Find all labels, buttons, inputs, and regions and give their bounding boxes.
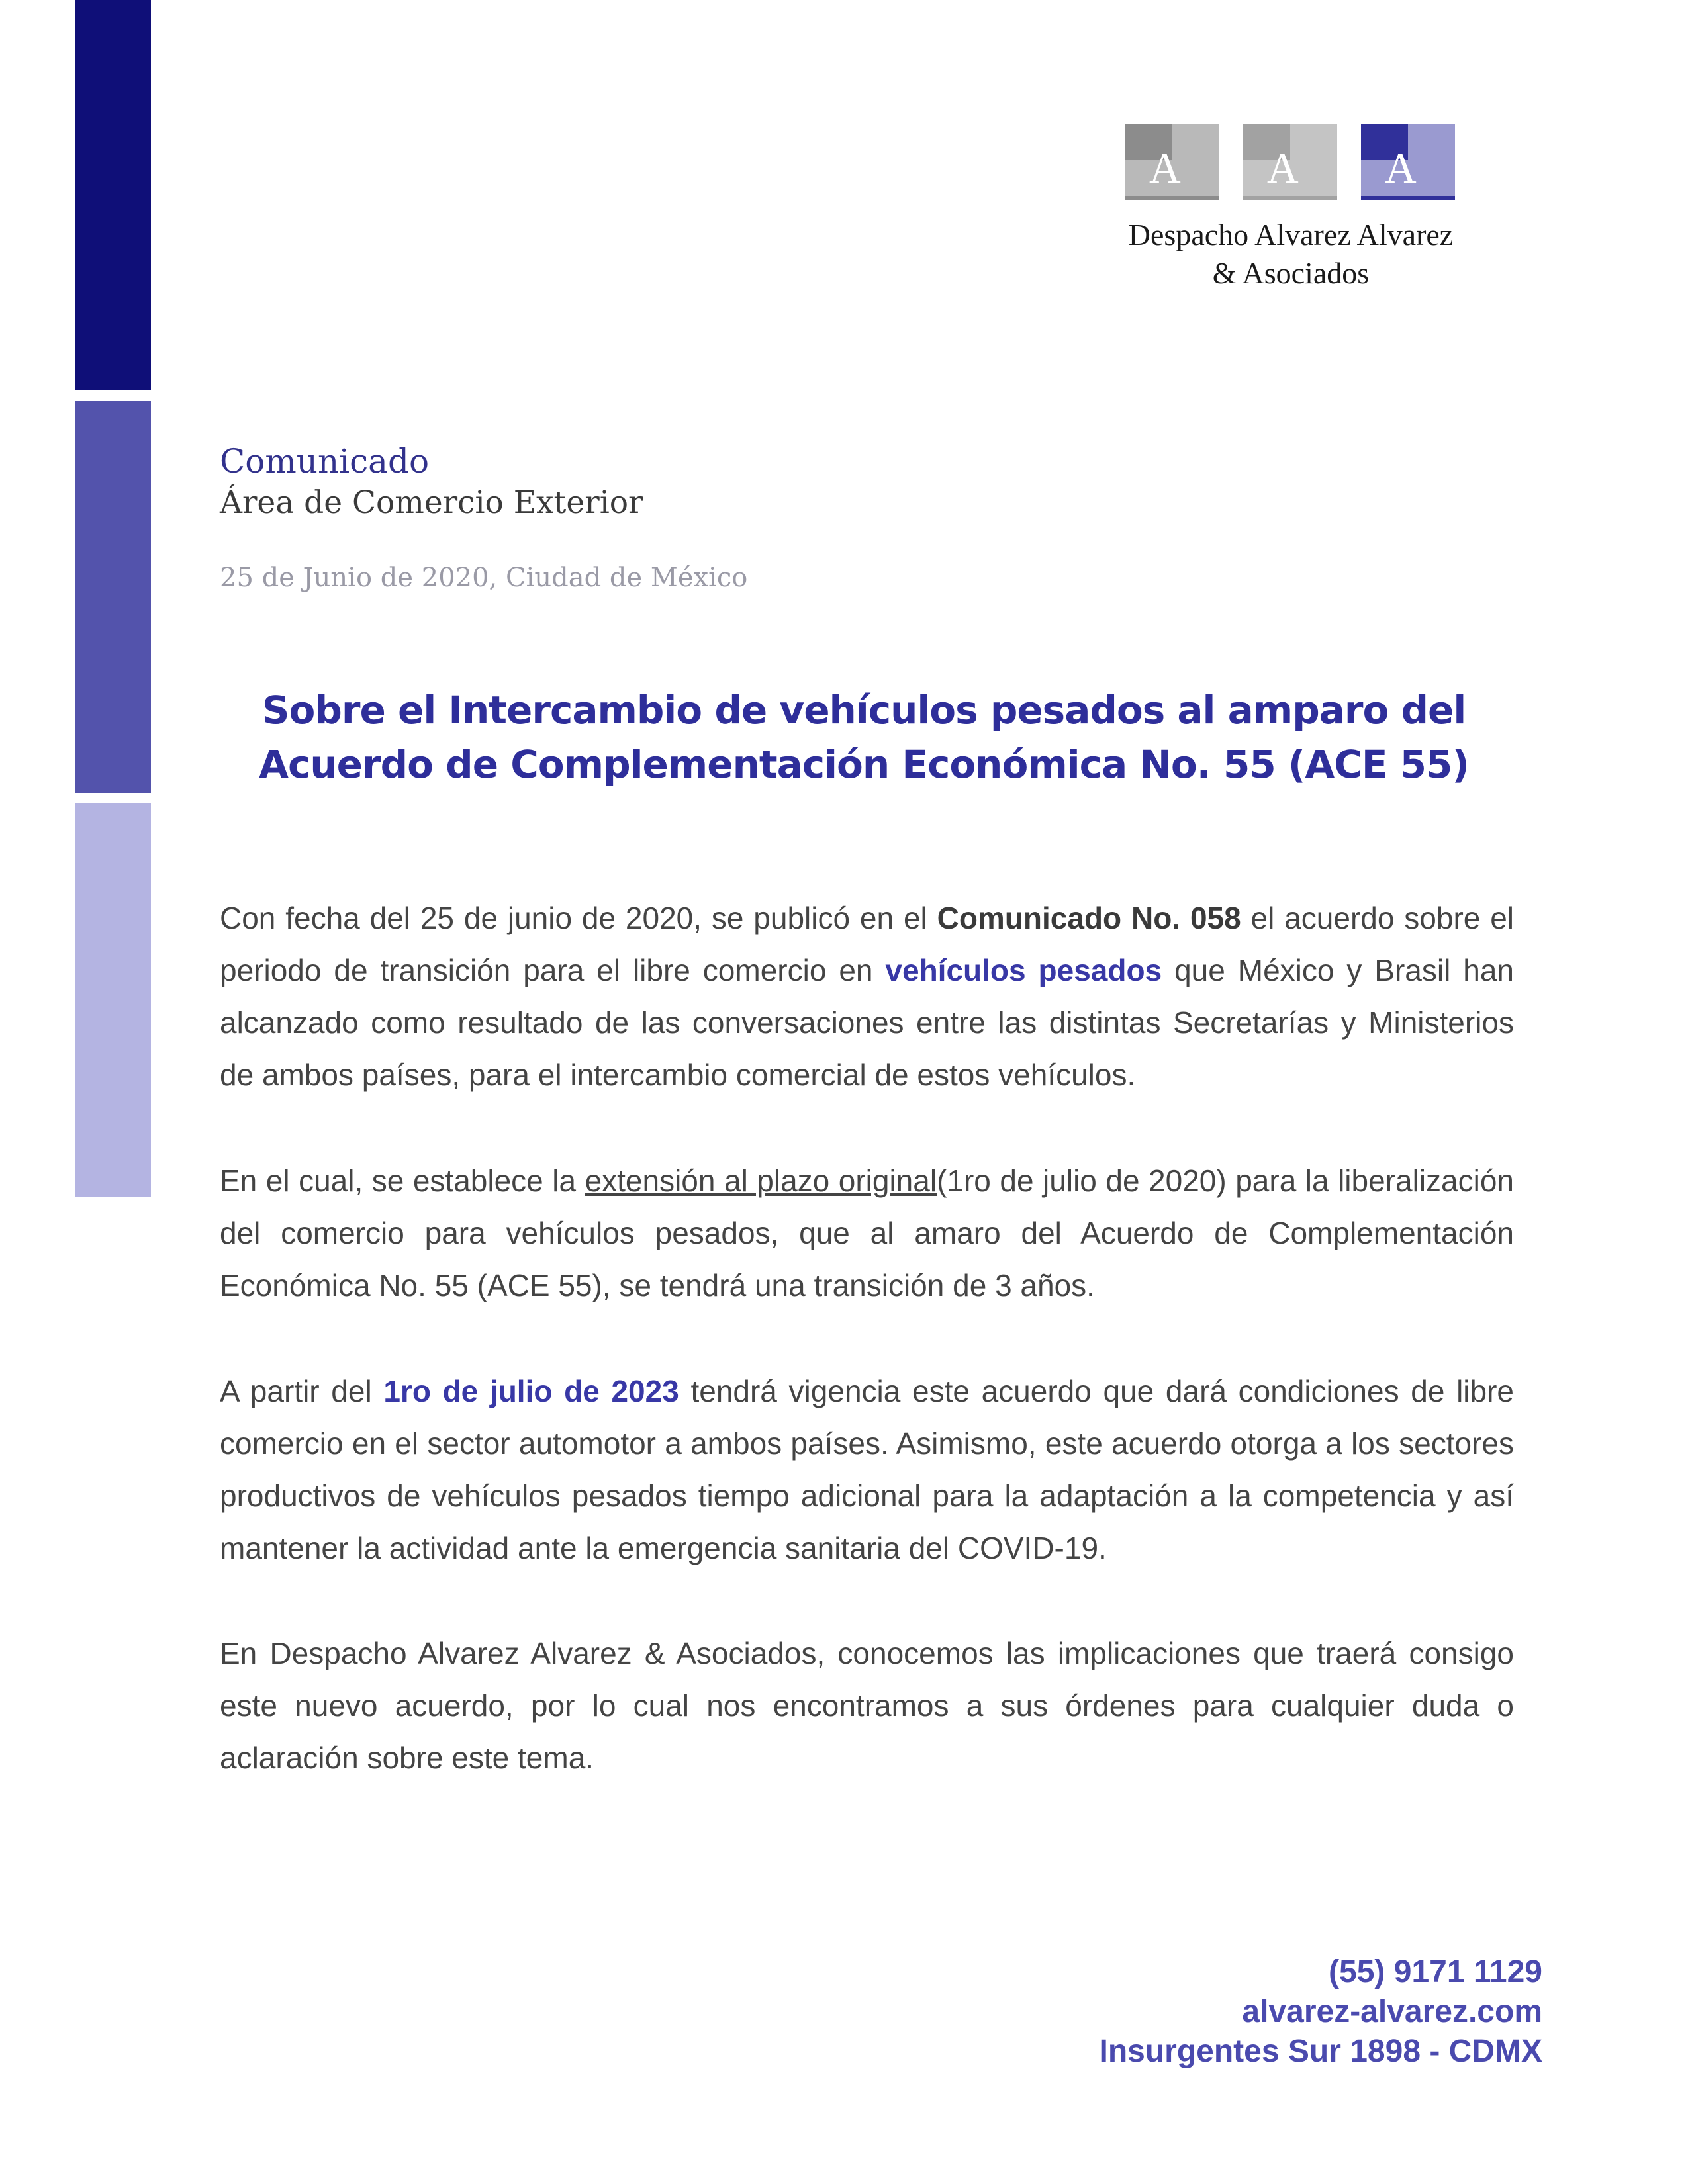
text-run: (1ro de julio de 2020) para la liberalización del comercio para vehículos pesados, que al amaro del Acuerdo de Complementación Económica No. 55 (ACE 55), se tendrá una transición de 3 años.: [220, 1163, 1515, 1302]
logo-tile: [1125, 124, 1219, 196]
firm-name-line1: Despacho Alvarez Alvarez: [1128, 218, 1454, 251]
text-run: A partir del: [220, 1374, 384, 1408]
title-line2: Acuerdo de Complementación Económica No. 55 (ACE 55): [259, 742, 1469, 787]
document-title: [159, 683, 1569, 792]
logo-tile: [1361, 124, 1455, 196]
text-run: que México y Brasil han alcanzado como resultado de las conversaciones entre las distintas Secretarías y Ministerios de ambos países, para el intercambio comercial de estos vehículos.: [220, 953, 1514, 1092]
document-type: Comunicado: [220, 442, 430, 480]
text-run: En el cual, se establece la: [220, 1163, 585, 1198]
contact-address: Insurgentes Sur 1898 - CDMX: [1099, 2034, 1542, 2069]
paragraph-4: En Despacho Alvarez Alvarez & Asociados, conocemos las implicaciones que traerá consigo este nuevo acuerdo, por lo cual nos encontramos a sus órdenes para cualquier duda o aclaración sobre este tema.: [220, 1636, 1514, 1775]
firm-name: [1092, 216, 1489, 293]
underlined-text: extensión al plazo original: [585, 1163, 937, 1198]
department: Área de Comercio Exterior: [220, 484, 643, 521]
decorative-bar-light: [75, 803, 151, 1197]
paragraph-3: [220, 1365, 1514, 1574]
logo-letter: A: [1149, 144, 1181, 193]
contact-website: alvarez-alvarez.com: [1242, 1994, 1542, 2029]
firm-logo: [1125, 124, 1456, 296]
paragraph-2: [220, 1155, 1514, 1312]
highlight-text: 1ro de julio de 2023: [383, 1374, 679, 1408]
logo-letter: A: [1267, 144, 1299, 193]
date-place: 25 de Junio de 2020, Ciudad de México: [220, 563, 748, 593]
firm-name-line2: & Asociados: [1212, 256, 1370, 290]
text-run: tendrá vigencia este acuerdo que dará condiciones de libre comercio en el sector automotor a ambos países. Asimismo, este acuerdo otorga a los sectores productivos de vehículos pesados tiempo adicional para la adaptación a la competencia y así mantener la actividad ante la emergencia sanitaria del COVID-19.: [220, 1374, 1514, 1565]
highlight-text: vehículos pesados: [885, 953, 1162, 987]
paragraph-1: [220, 892, 1514, 1101]
title-line1: Sobre el Intercambio de vehículos pesados al amparo del: [261, 688, 1466, 733]
logo-tile: [1243, 124, 1337, 196]
text-run: Con fecha del 25 de junio de 2020, se publicó en el: [220, 901, 937, 935]
decorative-bar-mid: [75, 401, 151, 793]
logo-letter: A: [1385, 144, 1417, 193]
decorative-bar-dark: [75, 0, 151, 390]
bold-text: Comunicado No. 058: [937, 901, 1241, 935]
contact-phone: (55) 9171 1129: [1329, 1954, 1542, 1989]
contact-block: [1099, 1952, 1542, 2071]
text-run: el acuerdo sobre el periodo de transición para el libre comercio en: [220, 901, 1514, 987]
